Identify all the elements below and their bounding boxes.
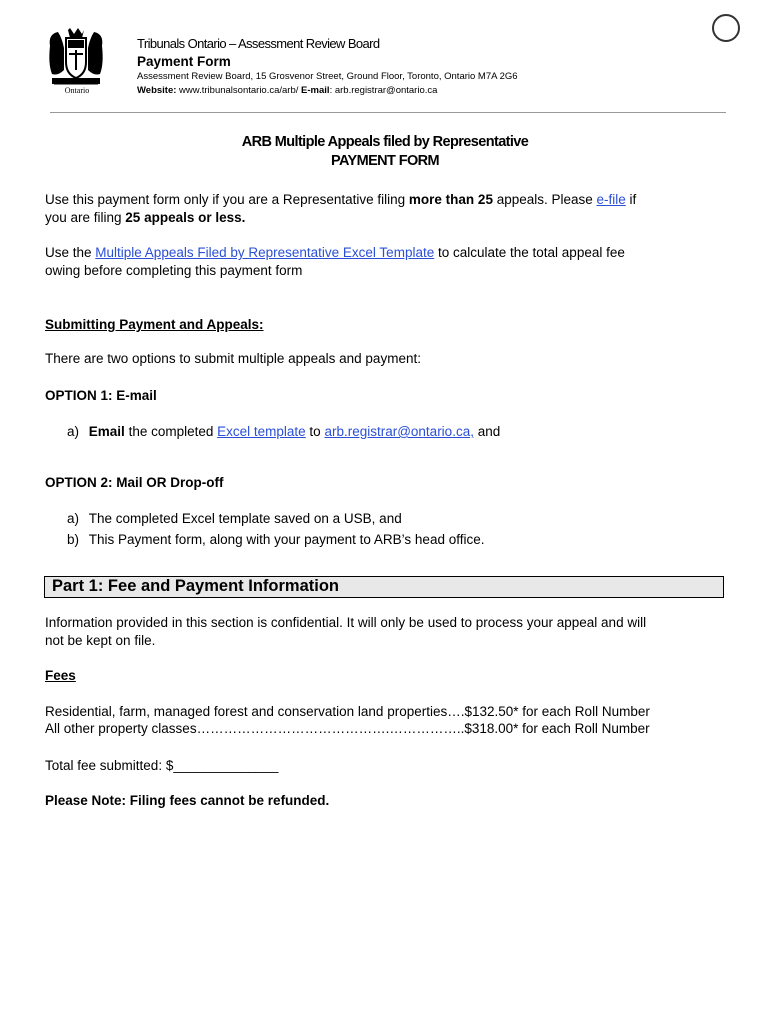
list-text: The completed Excel template saved on a USB, and [88,511,402,526]
intro-text: owing before completing this payment form [45,263,303,278]
registrar-email-link[interactable]: arb.registrar@ontario.ca, [324,424,474,439]
excel-template-link-2[interactable]: Excel template [217,424,306,439]
form-title: Payment Form [137,54,231,69]
document-title-line2: PAYMENT FORM [330,153,439,169]
fee-row-residential: Residential, farm, managed forest and conservation land properties….$132.50* for each Roll Number [45,704,650,719]
intro-bold: 25 appeals or less. [125,210,246,225]
document-title-line1: ARB Multiple Appeals filed by Representative [241,134,529,150]
list-text: to [305,424,325,439]
info-line: Information provided in this section is confidential. It will only be used to process your appeal and will [45,615,647,630]
header-divider [50,112,726,113]
website-url: www.tribunalsontario.ca/arb/ [176,85,299,96]
intro-text: to calculate the total appeal fee [434,245,625,260]
option2-heading: OPTION 2: Mail OR Drop-off [45,475,224,490]
part1-info [45,614,725,650]
list-marker: a) [67,424,80,439]
option2-item-a [67,510,402,528]
email-value: : arb.registrar@ontario.ca [329,85,438,96]
fee-row-other: All other property classes…………………………………….……………..$318.00* for each Roll Number [45,721,650,736]
intro-bold: more than 25 [408,192,493,207]
intro-paragraph-1 [45,191,725,227]
intro-text: appeals. Please [492,192,597,207]
list-text: and [473,424,501,439]
ontario-logo-text: Ontario [64,86,90,95]
submitting-heading: Submitting Payment and Appeals: [45,317,264,332]
email-label: E-mail [298,85,330,96]
website-line [137,85,437,96]
list-marker: a) [67,511,80,526]
board-address: Assessment Review Board, 15 Grosvenor Street, Ground Floor, Toronto, Ontario M7A 2G6 [137,71,518,82]
option1-heading: OPTION 1: E-mail [45,388,157,403]
part1-title: Part 1: Fee and Payment Information [52,577,339,595]
list-bold: Email [88,424,125,439]
intro-text: if [625,192,637,207]
organization-name: Tribunals Ontario – Assessment Review Board [137,36,380,51]
info-line: not be kept on file. [45,633,156,648]
list-text: This Payment form, along with your payment to ARB’s head office. [88,532,485,547]
intro-text: you are filing [45,210,126,225]
e-file-link[interactable]: e-file [596,192,626,207]
website-label: Website: [137,85,177,96]
fees-heading: Fees [45,668,76,683]
refund-note: Please Note: Filing fees cannot be refunded. [45,793,330,808]
intro-text: Use the [45,245,96,260]
intro-text: Use this payment form only if you are a Representative filing [45,192,409,207]
total-fee-field[interactable]: Total fee submitted: $______________ [45,758,279,773]
list-text: the completed [124,424,218,439]
intro-paragraph-2 [45,244,725,280]
submitting-text: There are two options to submit multiple appeals and payment: [45,351,421,366]
excel-template-link[interactable]: Multiple Appeals Filed by Representative Excel Template [95,245,435,260]
option1-item-a [67,423,500,441]
list-marker: b) [67,532,80,547]
option2-item-b [67,531,484,549]
page-circle-mark [712,14,740,42]
